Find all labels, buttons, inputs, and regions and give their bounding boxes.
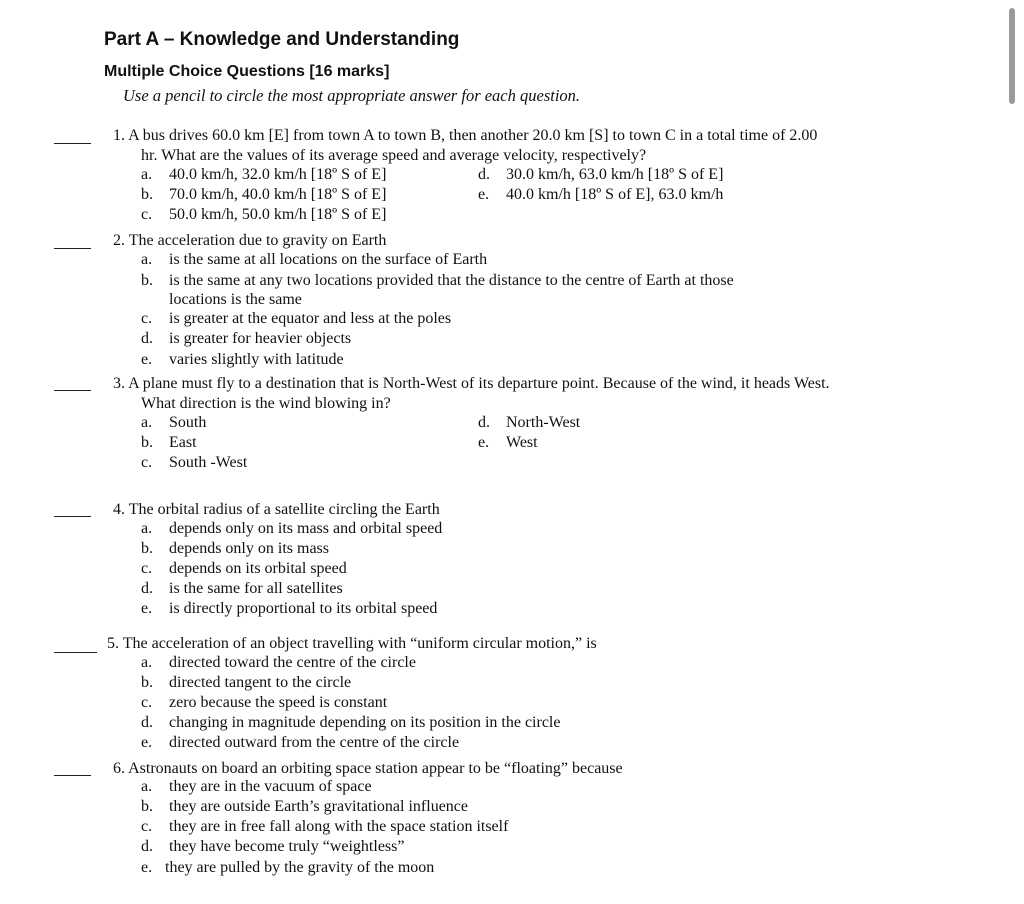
q6-option-b[interactable]: b. they are outside Earth’s gravitational influence [141, 798, 468, 815]
q6-stem: 6. Astronauts on board an orbiting space station appear to be “floating” because [113, 760, 623, 777]
q1-option-d[interactable]: d. 30.0 km/h, 63.0 km/h [18º S of E] [478, 166, 724, 183]
instructions: Use a pencil to circle the most appropriate answer for each question. [123, 86, 581, 105]
q2-option-e[interactable]: e. varies slightly with latitude [141, 351, 344, 368]
q1-option-e[interactable]: e. 40.0 km/h [18º S of E], 63.0 km/h [478, 186, 724, 203]
q1-option-a[interactable]: a. 40.0 km/h, 32.0 km/h [18º S of E] [141, 166, 387, 183]
q3-option-e[interactable]: e. West [478, 434, 538, 451]
q5-option-e[interactable]: e. directed outward from the centre of the circle [141, 734, 460, 751]
q1-option-c[interactable]: c. 50.0 km/h, 50.0 km/h [18º S of E] [141, 206, 387, 223]
q2-option-a[interactable]: a. is the same at all locations on the surface of Earth [141, 251, 488, 268]
q5-option-a[interactable]: a. directed toward the centre of the circle [141, 654, 416, 671]
q5-option-c[interactable]: c. zero because the speed is constant [141, 694, 388, 711]
q6-option-d[interactable]: d. they have become truly “weightless” [141, 838, 405, 855]
q2-option-b-line2: locations is the same [169, 291, 302, 308]
q5-option-b[interactable]: b. directed tangent to the circle [141, 674, 352, 691]
q3-option-a[interactable]: a. South [141, 414, 207, 431]
section-heading: Multiple Choice Questions [16 marks] [104, 63, 390, 80]
q6-option-e[interactable]: e. they are pulled by the gravity of the moon [141, 859, 435, 876]
q6-option-c[interactable]: c. they are in free fall along with the space station itself [141, 818, 509, 835]
q3-stem-line2: What direction is the wind blowing in? [141, 395, 391, 412]
answer-blank-q5[interactable] [54, 652, 97, 653]
q2-option-d[interactable]: d. is greater for heavier objects [141, 330, 352, 347]
q4-option-c[interactable]: c. depends on its orbital speed [141, 560, 347, 577]
scrollbar-track[interactable] [1003, 0, 1024, 904]
q3-option-d[interactable]: d. North-West [478, 414, 581, 431]
scrollbar-thumb[interactable] [1009, 8, 1015, 104]
answer-blank-q4[interactable] [54, 516, 91, 517]
q2-option-b[interactable]: b. is the same at any two locations provided that the distance to the centre of Earth at those [141, 272, 734, 289]
q1-stem-line1: 1. A bus drives 60.0 km [E] from town A to town B, then another 20.0 km [S] to town C in a total time of 2.00 [113, 127, 818, 144]
q4-option-d[interactable]: d. is the same for all satellites [141, 580, 343, 597]
q1-stem-line2: hr. What are the values of its average speed and average velocity, respectively? [141, 147, 647, 164]
q1-option-b[interactable]: b. 70.0 km/h, 40.0 km/h [18º S of E] [141, 186, 387, 203]
q4-stem: 4. The orbital radius of a satellite circling the Earth [113, 501, 440, 518]
q2-option-c[interactable]: c. is greater at the equator and less at the poles [141, 310, 452, 327]
q3-option-c[interactable]: c. South -West [141, 454, 248, 471]
q4-option-e[interactable]: e. is directly proportional to its orbital speed [141, 600, 438, 617]
q4-option-b[interactable]: b. depends only on its mass [141, 540, 329, 557]
q3-option-b[interactable]: b. East [141, 434, 197, 451]
q6-option-a[interactable]: a. they are in the vacuum of space [141, 778, 372, 795]
q4-option-a[interactable]: a. depends only on its mass and orbital speed [141, 520, 443, 537]
answer-blank-q6[interactable] [54, 775, 91, 776]
q5-option-d[interactable]: d. changing in magnitude depending on its position in the circle [141, 714, 561, 731]
answer-blank-q1[interactable] [54, 143, 91, 144]
answer-blank-q3[interactable] [54, 390, 91, 391]
q3-stem-line1: 3. A plane must fly to a destination that is North-West of its departure point. Because of the wind, it heads West. [113, 375, 830, 392]
q2-stem: 2. The acceleration due to gravity on Earth [113, 232, 387, 249]
answer-blank-q2[interactable] [54, 248, 91, 249]
page-title: Part A – Knowledge and Understanding [104, 29, 460, 50]
q5-stem: 5. The acceleration of an object travelling with “uniform circular motion,” is [107, 635, 597, 652]
